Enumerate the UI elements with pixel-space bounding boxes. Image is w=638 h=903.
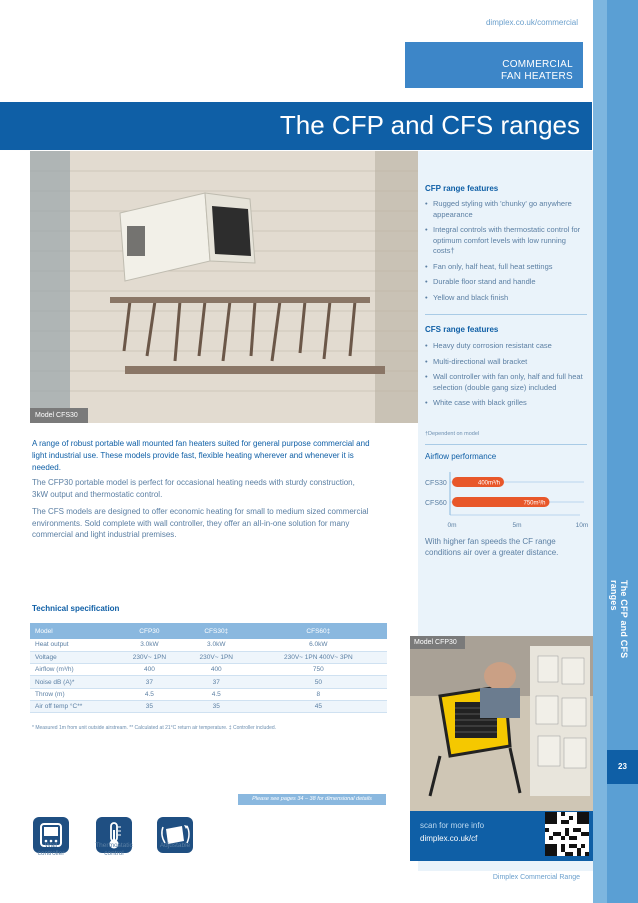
adjustable-label [145,842,205,850]
intro-paragraph-cfs: The CFS models are designed to offer economic heating for small to medium sized commercial environments. Sold complete with wall controller, they offer an all-in-one solution for many commercial and light industrial premises. [32,507,369,539]
category-label: CFS30 [425,480,447,487]
list-item: • White case with black grilles [425,398,587,409]
table-row [30,676,387,688]
list-item: • Wall controller with fan only, half and full heat selection (double gang size) included [425,372,587,393]
airflow-chart [422,470,590,532]
side-section-label [607,580,638,690]
cfp-features-heading: CFP range features [425,184,499,193]
icon-label-line: controller [37,850,65,857]
thermostatic-control-label [84,842,144,858]
icon-label-line: Wall [44,842,58,849]
table-cell: 400 [183,664,250,676]
divider [425,314,587,315]
table-cell: 750 [250,664,387,676]
table-header-row [30,623,387,639]
page-title: The CFP and CFS ranges [279,110,580,140]
spec-footnote: * Measured 1m from unit outside airstream. ** Calculated at 21°C return air temperature. ‡ Controller included. [32,725,277,731]
table-row [30,664,387,676]
category-label: CFS60 [425,500,447,507]
cfp-photo-caption: Model CFP30 [410,636,465,649]
table-cell: Heat output [30,639,116,651]
table-cell: Air off temp °C** [30,700,116,712]
table-cell: 230V~ 1PN [183,651,250,663]
list-item: • Yellow and black finish [425,293,587,304]
list-item: • Heavy duty corrosion resistant case [425,341,587,352]
icon-label-line: Adjustable [159,842,191,849]
table-cell: 230V~ 1PN 400V~ 3PN [250,651,387,663]
tick-label: 0m [447,522,457,529]
cfs-features-list [425,341,587,414]
intro-lead: A range of robust portable wall mounted fan heaters suited for general purpose commercial and light industrial use. These models provide fast, flexible heating wherever and whenever it is needed. [32,439,370,472]
list-item: • Multi-directional wall bracket [425,357,587,368]
header-cell: CFP30 [116,623,183,639]
wall-controller-label [21,842,81,858]
table-cell: 8 [250,688,387,700]
list-item: • Durable floor stand and handle [425,277,587,288]
product-photo-cfs30 [30,151,418,423]
table-cell: Noise dB (A)* [30,676,116,688]
table-row [30,688,387,700]
photo-caption: Model CFS30 [30,408,88,423]
header-cell: CFS30‡ [183,623,250,639]
header-cell: Model [30,623,116,639]
data-label: 400m³/h [477,480,500,487]
icon-label-line: control [104,850,124,857]
cfp-features-list [425,199,587,308]
table-cell: 3.0kW [116,639,183,651]
table-row [30,700,387,712]
dimensions-note[interactable]: Please see pages 34 – 38 for dimensional details [238,794,386,805]
table-cell: 3.0kW [183,639,250,651]
table-cell: 37 [183,676,250,688]
scan-info-text: scan for more info [420,821,485,830]
airflow-description: With higher fan speeds the CF range conditions air over a greater distance. [425,537,559,557]
tick-label: 10m [575,522,589,529]
divider [425,444,587,445]
spec-title: Technical specification [32,604,120,613]
table-cell: 50 [250,676,387,688]
table-cell: 35 [116,700,183,712]
airflow-heading: Airflow performance [425,452,497,461]
page-number: 23 [607,750,638,784]
data-label: 750m³/h [523,500,546,507]
table-cell: Throw (m) [30,688,116,700]
table-cell: Airflow (m³/h) [30,664,116,676]
table-cell: 6.0kW [250,639,387,651]
section-label-line2: FAN HEATERS [500,71,573,82]
section-tab [405,42,583,88]
dependent-note: †Dependent on model [425,431,480,437]
table-cell: 35 [183,700,250,712]
table-cell: 230V~ 1PN [116,651,183,663]
list-item: • Fan only, half heat, full heat settings [425,262,587,273]
footer-brand: Dimplex Commercial Range [492,874,580,881]
intro-paragraph-cfp30: The CFP30 portable model is perfect for occasional heating needs with sturdy construction, 3kW output and thermostatic control. [32,478,355,499]
table-cell: 400 [116,664,183,676]
table-cell: Voltage [30,651,116,663]
table-cell: 4.5 [183,688,250,700]
cfs-features-heading: CFS range features [425,325,499,334]
header-cell: CFS60‡ [250,623,387,639]
table-cell: 37 [116,676,183,688]
tick-label: 5m [512,522,522,529]
list-item: • Integral controls with thermostatic control for optimum comfort levels with low running costs† [425,225,587,257]
spec-table [30,623,387,713]
qr-code-icon[interactable] [545,812,589,856]
table-row [30,651,387,663]
table-cell: 45 [250,700,387,712]
table-cell: 4.5 [116,688,183,700]
side-label-text: The CFP and CFS ranges [609,580,629,659]
icon-label-line: Thermostatic [95,842,133,849]
list-item: • Rugged styling with 'chunky' go anywhere appearance [425,199,587,220]
scan-url-link[interactable]: dimplex.co.uk/cf [420,834,478,843]
product-photo-cfp30 [410,636,593,811]
section-label-line1: COMMERCIAL [502,59,573,70]
title-bar [0,102,592,150]
site-url[interactable]: dimplex.co.uk/commercial [485,18,578,27]
table-row [30,639,387,651]
